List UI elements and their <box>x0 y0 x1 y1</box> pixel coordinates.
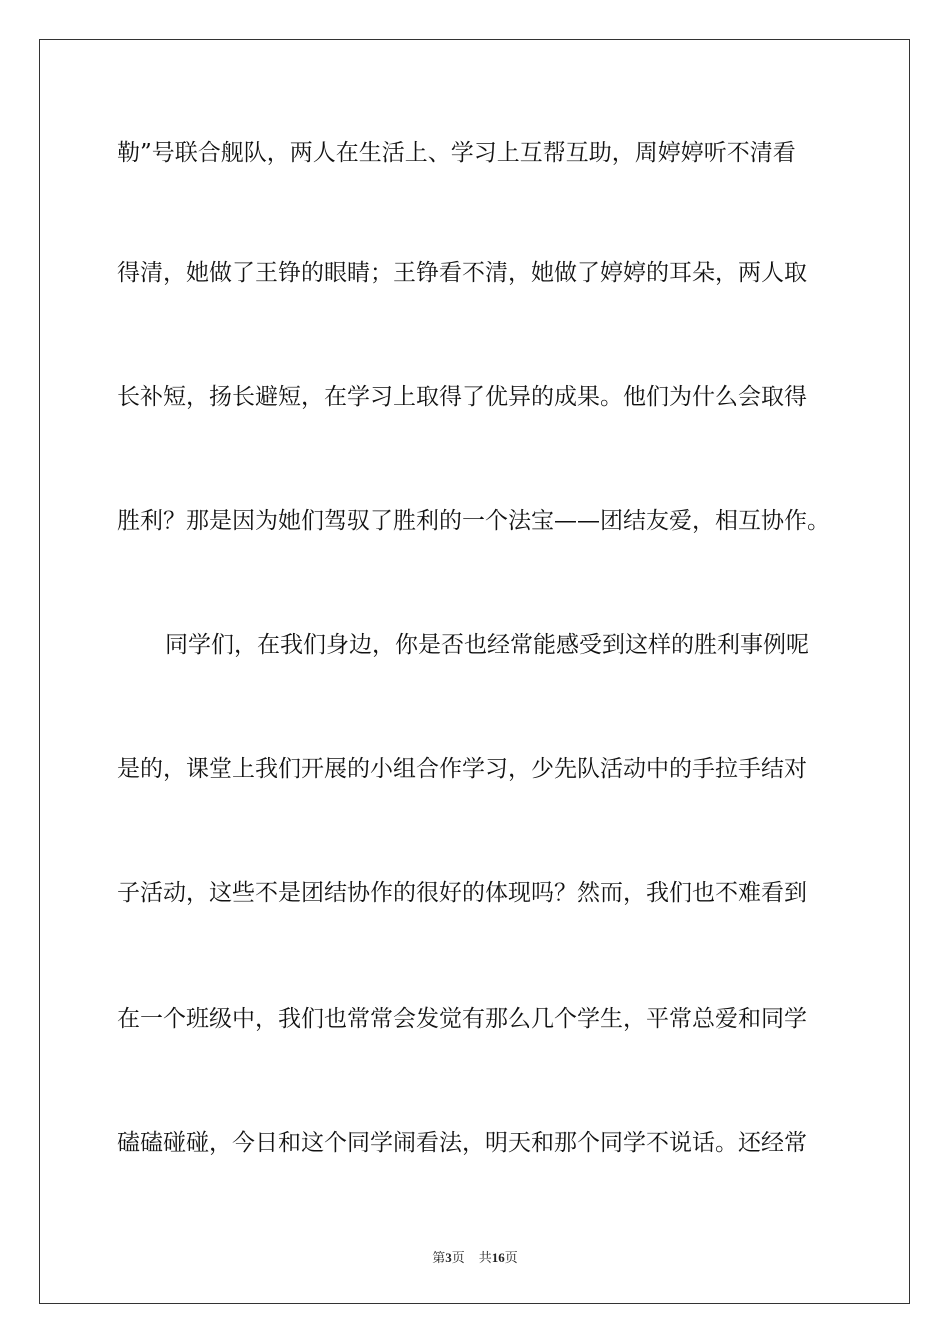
text-line-2: 得清，她做了王铮的眼睛；王铮看不清，她做了婷婷的耳朵，两人取 <box>117 260 807 286</box>
total-pages: 16 <box>491 1250 505 1265</box>
text-line-7: 子活动，这些不是团结协作的很好的体现吗？然而，我们也不难看到 <box>117 880 807 906</box>
page-frame <box>39 39 910 1304</box>
page-footer <box>0 1247 950 1266</box>
text-line-5: 同学们，在我们身边，你是否也经常能感受到这样的胜利事例呢 <box>165 632 809 658</box>
text-line-1: 勒”号联合舰队，两人在生活上、学习上互帮互助，周婷婷听不清看 <box>117 140 796 166</box>
text-line-8: 在一个班级中，我们也常常会发觉有那么几个学生，平常总爱和同学 <box>117 1006 807 1032</box>
text-line-9: 磕磕碰碰，今日和这个同学闹看法，明天和那个同学不说话。还经常 <box>117 1130 807 1156</box>
page-prefix: 第 <box>432 1250 446 1265</box>
text-line-4: 胜利？那是因为她们驾驭了胜利的一个法宝——团结友爱，相互协作。 <box>117 508 830 534</box>
page-suffix: 页 <box>451 1250 465 1265</box>
total-suffix: 页 <box>504 1250 518 1265</box>
text-line-6: 是的，课堂上我们开展的小组合作学习，少先队活动中的手拉手结对 <box>117 756 807 782</box>
page-number: 3 <box>445 1250 452 1265</box>
total-prefix: 共 <box>478 1250 492 1265</box>
text-line-3: 长补短，扬长避短，在学习上取得了优异的成果。他们为什么会取得 <box>117 384 807 410</box>
